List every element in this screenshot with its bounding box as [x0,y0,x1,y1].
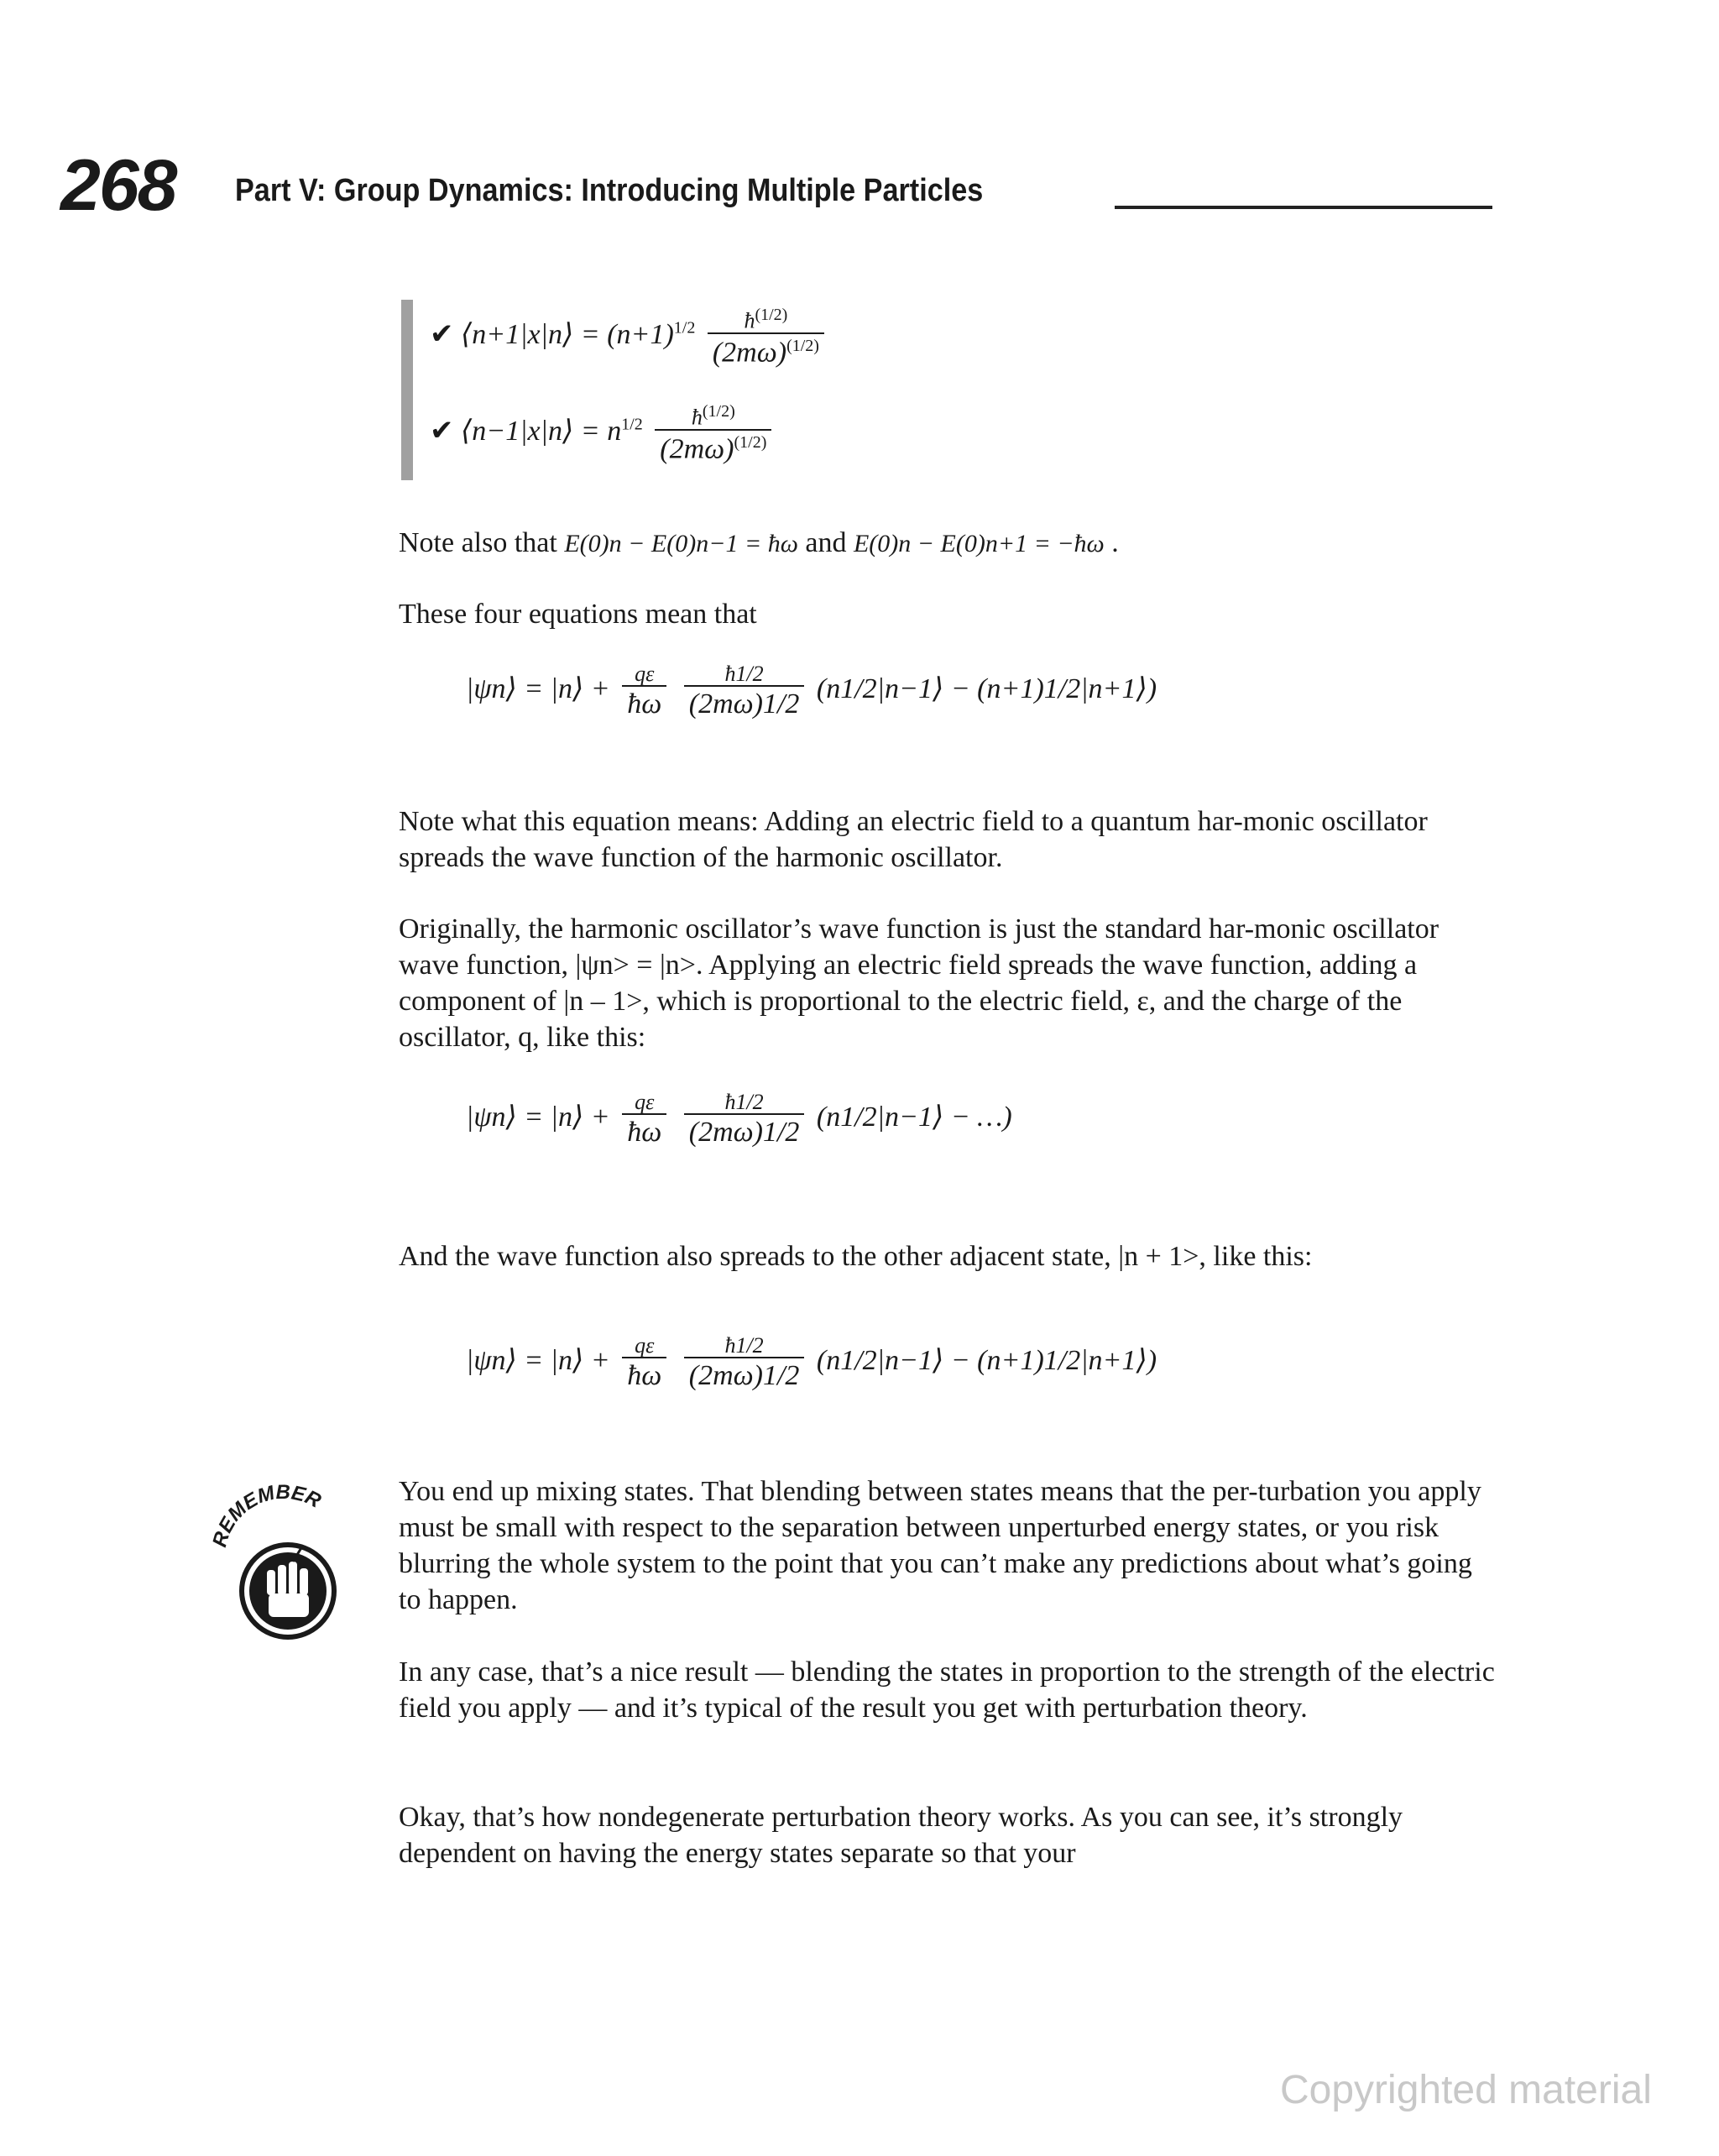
paragraph-originally: Originally, the harmonic oscillator’s wave function is just the standard har-monic oscillator wave function, |ψn> = |n>. Applying an electric field spreads the wave function, adding a component of |n – 1>, which is proportional to the electric field, ε, and the charge of the oscillator, q, like this: [399,913,1439,1053]
page-number: 268 [60,145,176,226]
partial-eq-frac1-den: ħω [622,1113,666,1147]
partial-eq-frac1-num: qε [635,1090,655,1114]
checkmark-icon: ✔ [430,318,454,350]
paragraph-mixing-states: You end up mixing states. That blending between states means that the per-turbation you apply must be small with respect to the separation between unperturbed energy states, or you risk blurring the whole system to the point that you can’t make any predictions about what’s going to happen. [399,1476,1481,1615]
eq2-den: (2mω) [660,432,734,464]
svg-text:REMEMBER [208,1481,325,1550]
paragraph-adjacent-state: And the wave function also spreads to the other adjacent state, |n + 1>, like this: [399,1241,1313,1272]
full-equation [466,1335,1157,1390]
full-eq-rhs: (n1/2|n−1⟩ − (n+1)1/2|n+1⟩) [816,1344,1157,1376]
eq2-lhs-exp: 1/2 [621,415,643,434]
checkmark-icon: ✔ [430,415,454,447]
paragraph-equation-meaning: Note what this equation means: Adding an electric field to a quantum har-monic oscillator spreads the wave function of the harmonic oscillator. [399,806,1428,873]
eq1-fraction [708,306,824,367]
main-eq-rhs: (n1/2|n−1⟩ − (n+1)1/2|n+1⟩) [816,672,1157,704]
eq1-lhs: ⟨n+1|x|n⟩ = (n+1) [461,318,674,350]
copyright-watermark: Copyrighted material [1280,2068,1652,2112]
eq1-num: ħ [744,308,755,333]
eq2-num-exp: (1/2) [702,402,735,421]
bullet-equation-1 [430,306,829,367]
four-equations-intro: These four equations mean that [399,599,757,630]
full-eq-frac2-num: ħ1/2 [724,1333,764,1358]
eq1-num-exp: (1/2) [755,306,788,324]
main-eq-frac1-num: qε [635,662,655,686]
eq2-lhs: ⟨n−1|x|n⟩ = n [461,415,622,447]
note-prefix: Note also that [399,527,557,558]
main-eq-frac2-num: ħ1/2 [724,662,764,686]
eq1-lhs-exp: 1/2 [673,318,696,338]
partial-eq-frac2-num: ħ1/2 [724,1090,764,1114]
eq2-num: ħ [691,405,703,430]
main-eq-lhs: |ψn⟩ = |n⟩ + [466,672,610,704]
full-eq-frac1-den: ħω [622,1357,666,1390]
paragraph-nice-result: In any case, that’s a nice result — blending the states in proportion to the strength of the electric field you apply — and it’s typical of the result you get with perturbation theory. [399,1656,1495,1724]
eq1-den-exp: (1/2) [786,336,819,355]
partial-eq-rhs: (n1/2|n−1⟩ − …) [816,1101,1012,1133]
note-and: and [805,527,847,558]
main-equation [466,663,1157,719]
paragraph-okay: Okay, that’s how nondegenerate perturbation theory works. As you can see, it’s strongly dependent on having the energy states separate so that your [399,1802,1403,1869]
full-eq-frac1-num: qε [635,1333,655,1358]
running-header-title: Part V: Group Dynamics: Introducing Multiple Particles [235,173,984,208]
remember-icon [208,1478,359,1646]
partial-eq-frac2-den: (2mω)1/2 [684,1113,805,1147]
note-end: . [1111,527,1119,558]
note-eq-a: E(0)n − E(0)n−1 = ħω [564,530,798,557]
bullet-equation-2 [430,403,776,463]
partial-eq-lhs: |ψn⟩ = |n⟩ + [466,1101,610,1133]
main-eq-frac2-den: (2mω)1/2 [684,685,805,719]
partial-equation [466,1091,1012,1147]
note-line [399,525,1498,561]
remember-label: REMEMBER [208,1480,325,1550]
eq2-den-exp: (1/2) [734,432,767,452]
note-eq-b: E(0)n − E(0)n+1 = −ħω [853,530,1105,557]
full-eq-frac2-den: (2mω)1/2 [684,1357,805,1390]
eq1-den: (2mω) [712,336,787,368]
main-eq-frac1-den: ħω [622,685,666,719]
eq2-fraction [655,403,771,463]
full-eq-lhs: |ψn⟩ = |n⟩ + [466,1344,610,1376]
bullet-sidebar [401,300,413,480]
header-rule [1115,206,1492,209]
